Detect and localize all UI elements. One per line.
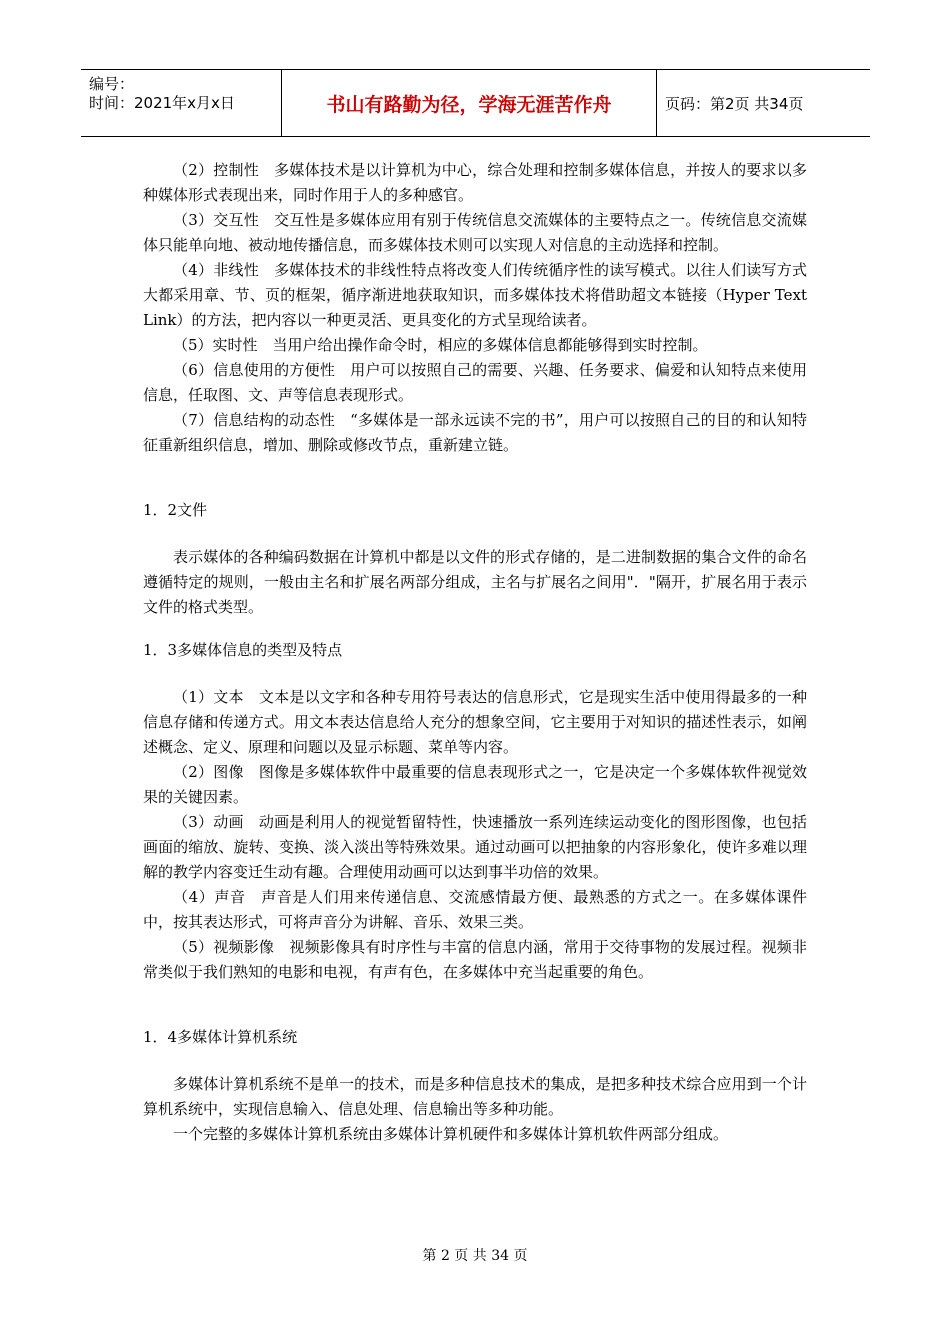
paragraph-interactivity: （3）交互性 交互性是多媒体应用有别于传统信息交流媒体的主要特点之一。传统信息交流媒体只能单向地、被动地传播信息，而多媒体技术则可以实现人对信息的主动选择和控制。 xyxy=(143,211,807,254)
paragraph-nonlinear: （4）非线性 多媒体技术的非线性特点将改变人们传统循序性的读写模式。以往人们读写方式大都采用章、节、页的框架，循序渐进地获取知识，而多媒体技术将借助超文本链接（Hyper Text Link）的方法，把内容以一种更灵活、更具变化的方式呈现给读者。 xyxy=(143,261,807,329)
paragraph-video: （5）视频影像 视频影像具有时序性与丰富的信息内涵，常用于交待事物的发展过程。视频非常类似于我们熟知的电影和电视，有声有色，在多媒体中充当起重要的角色。 xyxy=(143,938,807,981)
header-motto: 书山有路勤为径，学海无涯苦作舟 xyxy=(282,70,657,136)
time-label: 时间：2021年x月x日 xyxy=(89,94,235,112)
paragraph-system-1: 多媒体计算机系统不是单一的技术，而是多种信息技术的集成，是把多种技术综合应用到一个计算机系统中，实现信息输入、信息处理、信息输出等多种功能。 xyxy=(143,1075,807,1118)
section-heading-system: 1．4多媒体计算机系统 xyxy=(143,1028,298,1046)
section-heading-types: 1．3多媒体信息的类型及特点 xyxy=(143,641,343,659)
header-page-info: 页码：第2页 共34页 xyxy=(665,94,804,113)
paragraph-dynamic: （7）信息结构的动态性 “多媒体是一部永远读不完的书”，用户可以按照自己的目的和认知特征重新组织信息，增加、删除或修改节点，重新建立链。 xyxy=(143,411,807,454)
paragraph-control: （2）控制性 多媒体技术是以计算机为中心，综合处理和控制多媒体信息，并按人的要求以多种媒体形式表现出来，同时作用于人的多种感官。 xyxy=(143,161,807,204)
paragraph-image: （2）图像 图像是多媒体软件中最重要的信息表现形式之一，它是决定一个多媒体软件视觉效果的关键因素。 xyxy=(143,763,807,806)
paragraph-text: （1）文本 文本是以文字和各种专用符号表达的信息形式，它是现实生活中使用得最多的一种信息存储和传递方式。用文本表达信息给人充分的想象空间，它主要用于对知识的描述性表示，如阐述概念、定义、原理和问题以及显示标题、菜单等内容。 xyxy=(143,688,807,756)
paragraph-realtime: （5）实时性 当用户给出操作命令时，相应的多媒体信息都能够得到实时控制。 xyxy=(173,336,708,354)
number-label: 编号： xyxy=(89,75,135,93)
page-header xyxy=(81,69,870,137)
paragraph-animation: （3）动画 动画是利用人的视觉暂留特性，快速播放一系列连续运动变化的图形图像，也包括画面的缩放、旋转、变换、淡入淡出等特殊效果。通过动画可以把抽象的内容形象化，使许多难以理解的教学内容变迁生动有趣。合理使用动画可以达到事半功倍的效果。 xyxy=(143,813,807,881)
section-heading-file: 1．2文件 xyxy=(143,501,208,519)
header-meta xyxy=(81,70,282,136)
paragraph-sound: （4）声音 声音是人们用来传递信息、交流感情最方便、最熟悉的方式之一。在多媒体课件中，按其表达形式，可将声音分为讲解、音乐、效果三类。 xyxy=(143,888,807,931)
page-footer: 第 2 页 共 34 页 xyxy=(422,1248,528,1264)
document-body xyxy=(143,158,807,1147)
paragraph-convenience: （6）信息使用的方便性 用户可以按照自己的需要、兴趣、任务要求、偏爱和认知特点来使用信息，任取图、文、声等信息表现形式。 xyxy=(143,361,807,404)
paragraph-file: 表示媒体的各种编码数据在计算机中都是以文件的形式存储的，是二进制数据的集合文件的命名遵循特定的规则，一般由主名和扩展名两部分组成，主名与扩展名之间用"．"隔开，扩展名用于表示文件的格式类型。 xyxy=(143,548,807,616)
paragraph-system-2: 一个完整的多媒体计算机系统由多媒体计算机硬件和多媒体计算机软件两部分组成。 xyxy=(173,1125,729,1143)
